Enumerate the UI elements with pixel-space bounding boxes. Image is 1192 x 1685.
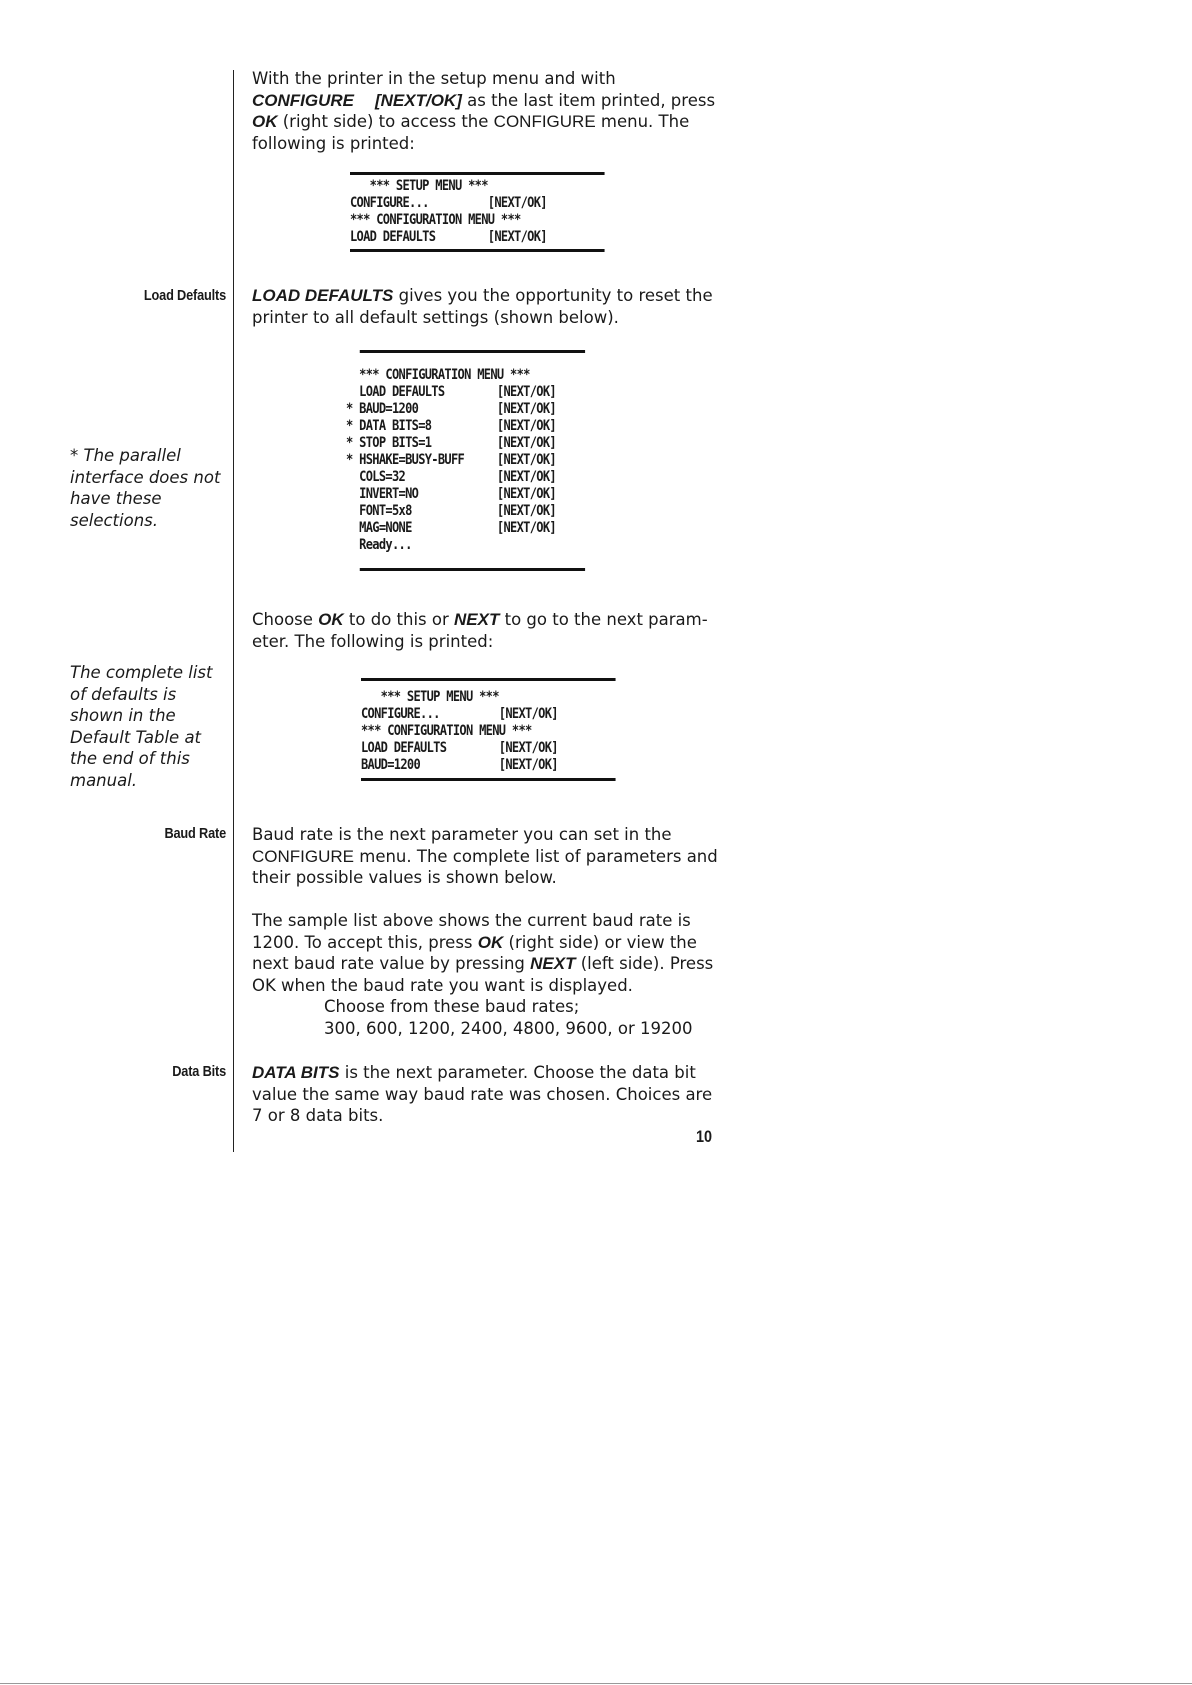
printout-line: *** SETUP MENU *** — [350, 178, 488, 194]
asterisk-marker — [346, 486, 353, 502]
printout-line — [346, 384, 604, 401]
margin-rule — [233, 70, 234, 1152]
printout-text: FONT=5x8 [NEXT/OK] — [359, 503, 556, 519]
printout-text: INVERT=NO [NEXT/OK] — [359, 486, 556, 502]
note-parallel: * The parallel interface does not have these selections. — [70, 446, 221, 530]
printout-line: CONFIGURE... [NEXT/OK] — [350, 195, 547, 211]
printout-line — [346, 452, 604, 469]
note-defaults-list: The complete list of defaults is shown in the Default Table at the end of this manual. — [70, 663, 213, 790]
load-defaults-paragraph: LOAD DEFAULTS gives you the opportunity to reset the printer to all default settings (shown below). — [252, 286, 713, 327]
printout-line — [346, 520, 604, 537]
printout-line — [346, 537, 604, 554]
asterisk-marker — [346, 384, 353, 400]
intro-paragraph: With the printer in the setup menu and with CONFIGURE [NEXT/OK] as the last item printed, press OK (right side) to access the CONFIGURE menu. The following is printed: — [252, 69, 716, 153]
printout-line: *** CONFIGURATION MENU *** — [361, 723, 532, 739]
baud-choose-line: Choose from these baud rates; — [324, 997, 580, 1017]
printout-text: HSHAKE=BUSY-BUFF [NEXT/OK] — [359, 452, 556, 468]
printout-text: COLS=32 [NEXT/OK] — [359, 469, 556, 485]
asterisk-marker: * — [346, 452, 353, 468]
printout-text: MAG=NONE [NEXT/OK] — [359, 520, 556, 536]
printout-text: STOP BITS=1 [NEXT/OK] — [359, 435, 556, 451]
printout-line — [346, 469, 604, 486]
printout-line — [346, 401, 604, 418]
asterisk-marker — [346, 469, 353, 485]
asterisk-marker: * — [346, 401, 353, 417]
asterisk-marker — [346, 520, 353, 536]
asterisk-marker: * — [346, 418, 353, 434]
printout-text: DATA BITS=8 [NEXT/OK] — [359, 418, 556, 434]
printout-line — [346, 503, 604, 520]
baud-paragraph-2: The sample list above shows the current baud rate is 1200. To accept this, press OK (right side) or view the next baud rate value by pressing NEXT (left side). Press OK when the baud rate you want is displayed. Choose from these baud rates; 300, 600, 1200, 2400, 4800, 9600, or 19200 — [252, 910, 722, 1040]
asterisk-marker: * — [346, 435, 353, 451]
printout-line — [346, 367, 604, 384]
sidenote-load-defaults: Load Defaults — [143, 287, 226, 304]
baud-paragraph-1: Baud rate is the next parameter you can set in the CONFIGURE menu. The complete list of parameters and their possible values is shown below. — [252, 825, 718, 888]
asterisk-marker — [346, 537, 353, 553]
printout-line: *** SETUP MENU *** — [361, 689, 499, 705]
printout-text: LOAD DEFAULTS [NEXT/OK] — [359, 384, 556, 400]
printout-line: LOAD DEFAULTS [NEXT/OK] — [361, 740, 558, 756]
data-bits-paragraph: DATA BITS is the next parameter. Choose the data bit value the same way baud rate was chosen. Choices are 7 or 8 data bits. — [252, 1063, 713, 1126]
page-bottom-rule — [0, 1683, 1192, 1684]
choose-paragraph: Choose OK to do this or NEXT to go to the next param-eter. The following is printed: — [252, 610, 708, 651]
printout-setup-menu-baud — [361, 678, 616, 781]
printout-line: BAUD=1200 [NEXT/OK] — [361, 757, 558, 773]
printout-setup-menu — [350, 172, 605, 252]
asterisk-marker — [346, 367, 353, 383]
sidenote-data-bits: Data Bits — [172, 1063, 226, 1080]
baud-rates-line: 300, 600, 1200, 2400, 4800, 9600, or 19200 — [324, 1018, 693, 1038]
printout-configuration-menu — [346, 350, 604, 571]
printout-line: CONFIGURE... [NEXT/OK] — [361, 706, 558, 722]
printout-text: *** CONFIGURATION MENU *** — [359, 367, 530, 383]
printout-text: Ready... — [359, 537, 412, 553]
page-number: 10 — [696, 1127, 713, 1146]
sidenote-baud-rate: Baud Rate — [164, 825, 226, 842]
printout-line — [346, 435, 604, 452]
printout-text: BAUD=1200 [NEXT/OK] — [359, 401, 556, 417]
printout-line: *** CONFIGURATION MENU *** — [350, 212, 521, 228]
printout-line: LOAD DEFAULTS [NEXT/OK] — [350, 229, 547, 245]
printout-line — [346, 486, 604, 503]
asterisk-marker — [346, 503, 353, 519]
printout-line — [346, 418, 604, 435]
